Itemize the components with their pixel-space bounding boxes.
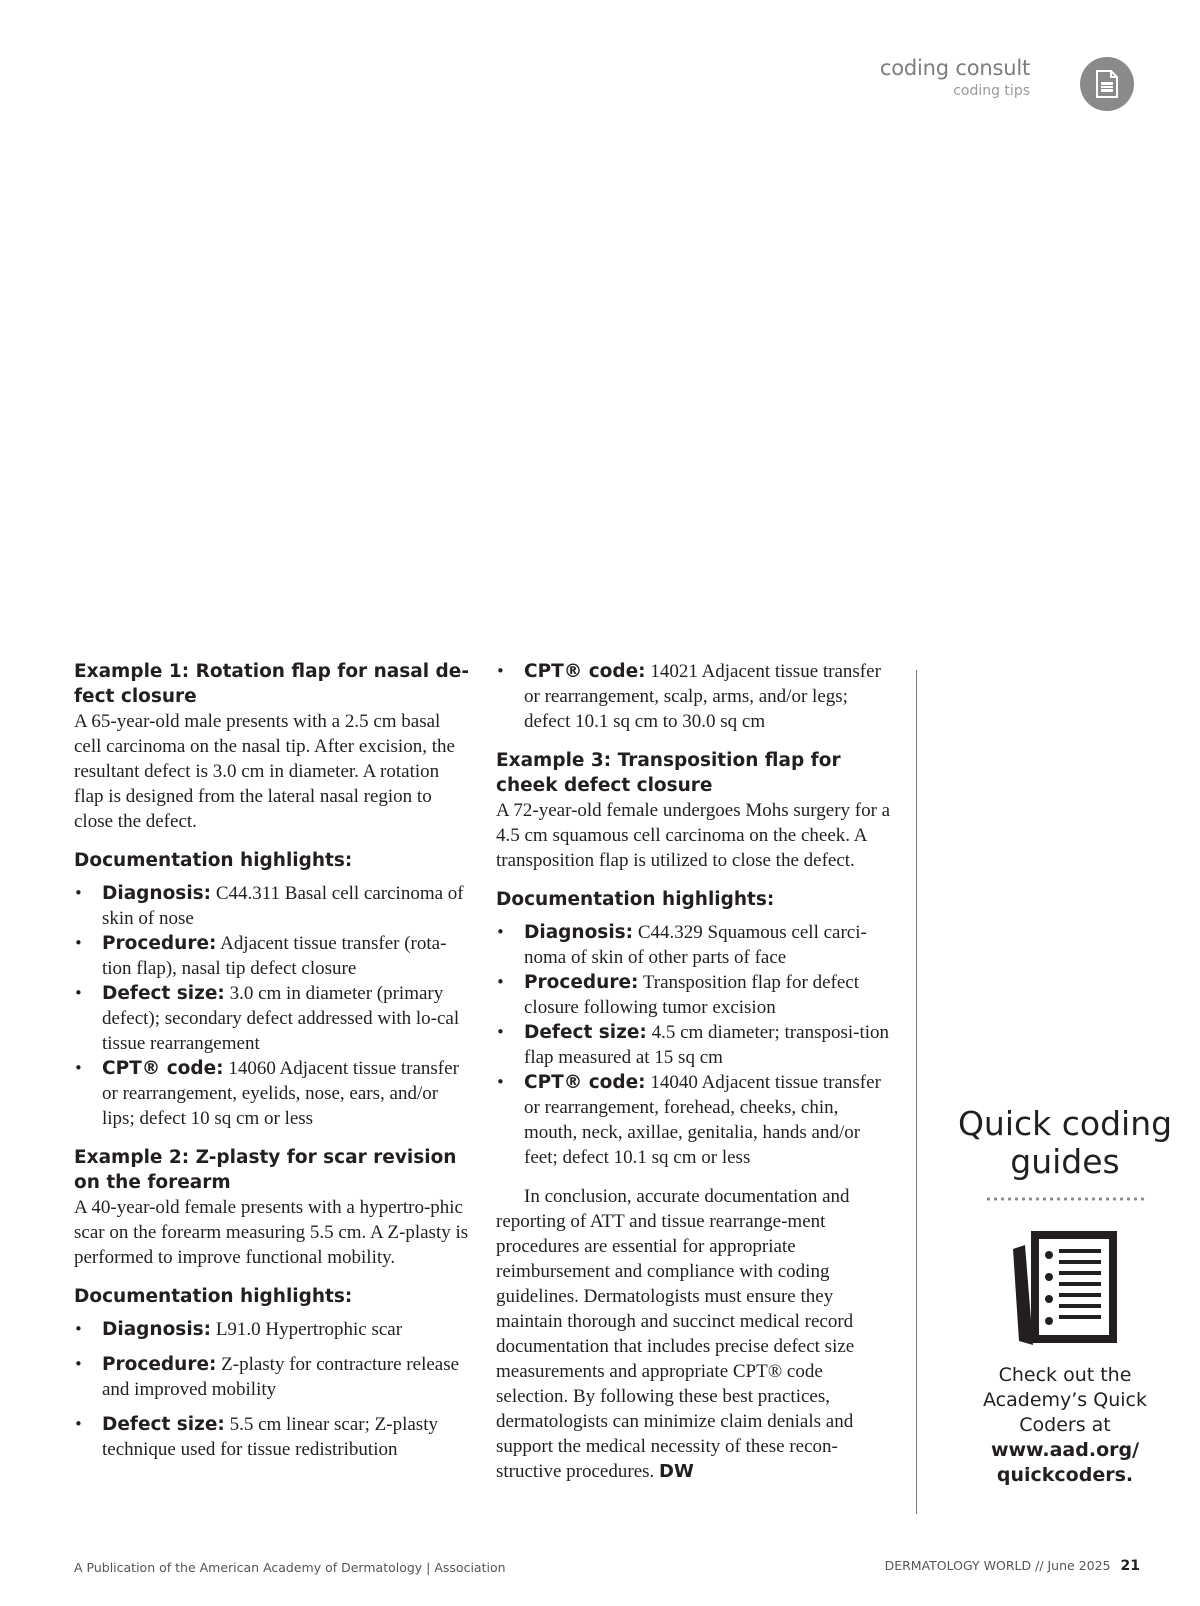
item-text: C44.311 Basal cell carcinoma of skin of nose [102, 883, 464, 929]
item-text: 14060 Adjacent tissue transfer or rearrangement, eyelids, nose, ears, and/or lips; defect 10 sq cm or less [102, 1058, 459, 1129]
item-text: Adjacent tissue transfer (rota-tion flap), nasal tip defect closure [102, 933, 447, 979]
item-label: Diagnosis: [102, 883, 212, 904]
item-text: 3.0 cm in diameter (primary defect); secondary defect addressed with lo-cal tissue rearrangement [102, 983, 460, 1054]
example-2-doc-heading: Documentation highlights: [74, 1286, 353, 1307]
example-2-list [74, 1317, 472, 1462]
item-label: CPT® code: [102, 1058, 224, 1079]
section-subtitle: coding tips [953, 83, 1030, 99]
list-item [496, 920, 896, 970]
list-item [74, 1317, 472, 1342]
quick-coding-sidebar [955, 1105, 1175, 1488]
item-label: CPT® code: [524, 1072, 646, 1093]
conclusion-paragraph [496, 1184, 896, 1484]
document-icon [1080, 57, 1134, 111]
item-text: Z-plasty for contracture release and improved mobility [102, 1354, 460, 1400]
item-label: Defect size: [102, 983, 225, 1004]
footer-issue [885, 1558, 1140, 1574]
list-item [496, 659, 896, 734]
item-label: Defect size: [102, 1414, 225, 1435]
item-text: C44.329 Squamous cell carci-noma of skin of other parts of face [524, 922, 867, 968]
example-3-list [496, 920, 896, 1170]
column-middle [496, 659, 896, 1484]
list-item [74, 1352, 472, 1402]
list-item [74, 1056, 472, 1131]
example-3-doc-heading: Documentation highlights: [496, 889, 775, 910]
list-item [74, 931, 472, 981]
example-2-body: A 40-year-old female presents with a hypertro-phic scar on the forearm measuring 5.5 cm. A Z-plasty is performed to improve functional mobility. [74, 1197, 469, 1268]
item-label: Procedure: [102, 1354, 217, 1375]
checklist-icon [1009, 1227, 1121, 1349]
example-1-list [74, 881, 472, 1131]
example-2-title: Example 2: Z-plasty for scar revision on the forearm [74, 1147, 457, 1193]
column-divider [916, 670, 917, 1514]
section-header [880, 56, 1030, 102]
list-item [496, 1070, 896, 1170]
list-item [496, 1020, 896, 1070]
item-label: Diagnosis: [524, 922, 634, 943]
item-text: 14040 Adjacent tissue transfer or rearrangement, forehead, cheeks, chin, mouth, neck, axillae, genitalia, hands and/or feet; defect 10.1 sq cm or less [524, 1072, 881, 1168]
example-3-title: Example 3: Transposition flap for cheek defect closure [496, 750, 841, 796]
example-3-body: A 72-year-old female undergoes Mohs surgery for a 4.5 cm squamous cell carcinoma on the cheek. A transposition flap is utilized to close the defect. [496, 800, 891, 871]
item-label: Procedure: [524, 972, 639, 993]
dotted-divider [985, 1197, 1145, 1201]
item-text: 14021 Adjacent tissue transfer or rearrangement, scalp, arms, and/or legs; defect 10.1 sq cm to 30.0 sq cm [524, 661, 881, 732]
signoff-mark: DW [659, 1461, 694, 1482]
sidebar-text: Check out the Academy’s Quick Coders at [983, 1364, 1147, 1436]
item-text: 5.5 cm linear scar; Z-plasty technique used for tissue redistribution [102, 1414, 438, 1460]
item-text: L91.0 Hypertrophic scar [215, 1319, 403, 1340]
list-item [496, 970, 896, 1020]
example-1-doc-heading: Documentation highlights: [74, 850, 353, 871]
item-label: Defect size: [524, 1022, 647, 1043]
item-text: 4.5 cm diameter; transposi-tion flap measured at 15 sq cm [524, 1022, 890, 1068]
sidebar-text-block [955, 1363, 1175, 1488]
footer-issue-text: DERMATOLOGY WORLD // June 2025 [884, 1558, 1111, 1573]
item-label: CPT® code: [524, 661, 646, 682]
sidebar-title: Quick coding guides [957, 1104, 1173, 1181]
item-text: Transposition flap for defect closure following tumor excision [524, 972, 859, 1018]
quick-coders-link[interactable]: www.aad.org/ quickcoders. [990, 1439, 1140, 1486]
footer-publication: A Publication of the American Academy of Dermatology | Association [74, 1560, 506, 1575]
list-item [74, 981, 472, 1056]
conclusion-text: In conclusion, accurate documentation and reporting of ATT and tissue rearrange-ment procedures are essential for appropriate reimbursement and compliance with coding guidelines. Dermatologists must ensure they maintain thorough and succinct medical record documentation that includes precise defect size measurements and appropriate CPT® code selection. By following these best practices, dermatologists can minimize claim denials and support the medical necessity of these recon-structive procedures. [496, 1186, 855, 1482]
page-number: 21 [1120, 1558, 1140, 1574]
list-item [74, 1412, 472, 1462]
section-title: coding consult [879, 56, 1030, 80]
list-item [74, 881, 472, 931]
example-2-list-continued [496, 659, 896, 734]
item-label: Procedure: [102, 933, 217, 954]
column-left [74, 659, 472, 1472]
example-1-title: Example 1: Rotation flap for nasal de-fect closure [74, 661, 470, 707]
example-1-body: A 65-year-old male presents with a 2.5 cm basal cell carcinoma on the nasal tip. After excision, the resultant defect is 3.0 cm in diameter. A rotation flap is designed from the lateral nasal region to close the defect. [74, 711, 455, 832]
item-label: Diagnosis: [102, 1319, 212, 1340]
